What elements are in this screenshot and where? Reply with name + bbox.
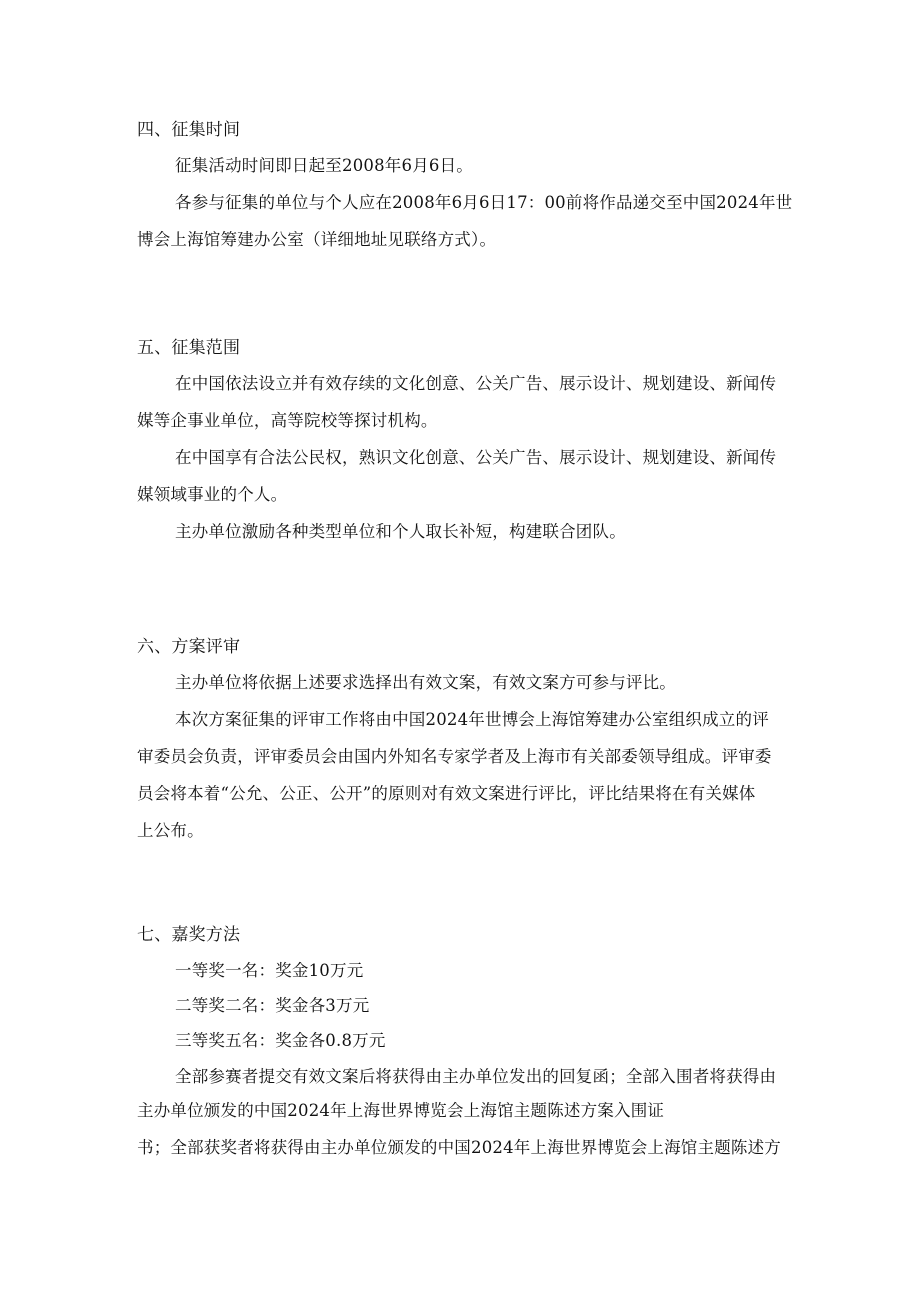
paragraph-awards-line-3: 书；全部获奖者将获得由主办单位颁发的中国2024年上海世界博览会上海馆主题陈述方 <box>137 1138 781 1157</box>
paragraph-awards-line-2: 主办单位颁发的中国2024年上海世界博览会上海馆主题陈述方案入围证 <box>137 1101 665 1120</box>
paragraph-time-period: 征集活动时间即日起至2008年6月6日。 <box>175 156 473 175</box>
paragraph-scope-org-line-2: 媒等企事业单位，高等院校等探讨机构。 <box>137 411 438 430</box>
paragraph-review-committee-line-3: 员会将本着“公允、公正、公开”的原则对有效文案进行评比，评比结果将在有关媒体 <box>137 784 756 803</box>
paragraph-submission-line-2: 博会上海馆筹建办公室（详细地址见联络方式）。 <box>137 230 497 249</box>
prize-second: 二等奖二名：奖金各3万元 <box>175 996 370 1015</box>
paragraph-scope-team: 主办单位激励各种类型单位和个人取长补短，构建联合团队。 <box>175 522 626 541</box>
paragraph-submission-line-1: 各参与征集的单位与个人应在2008年6月6日17：00前将作品递交至中国2024年世 <box>175 193 793 212</box>
paragraph-scope-individual-line-2: 媒领域事业的个人。 <box>137 485 288 504</box>
section-heading-time: 四、征集时间 <box>137 120 241 140</box>
paragraph-review-committee-line-2: 审委员会负责，评审委员会由国内外知名专家学者及上海市有关部委领导组成。评审委 <box>137 747 772 766</box>
paragraph-scope-org-line-1: 在中国依法设立并有效存续的文化创意、公关广告、展示设计、规划建设、新闻传 <box>175 374 777 393</box>
prize-first: 一等奖一名：奖金10万元 <box>175 961 364 980</box>
paragraph-awards-line-1: 全部参赛者提交有效文案后将获得由主办单位发出的回复函；全部入围者将获得由 <box>175 1067 777 1086</box>
prize-third: 三等奖五名：奖金各0.8万元 <box>175 1031 386 1050</box>
section-heading-awards: 七、嘉奖方法 <box>137 925 241 945</box>
paragraph-review-select: 主办单位将依据上述要求选择出有效文案，有效文案方可参与评比。 <box>175 673 676 692</box>
paragraph-review-committee-line-4: 上公布。 <box>137 821 204 840</box>
paragraph-review-committee-line-1: 本次方案征集的评审工作将由中国2024年世博会上海馆筹建办公室组织成立的评 <box>175 710 769 729</box>
paragraph-scope-individual-line-1: 在中国享有合法公民权，熟识文化创意、公关广告、展示设计、规划建设、新闻传 <box>175 448 777 467</box>
section-heading-review: 六、方案评审 <box>137 637 241 657</box>
section-heading-scope: 五、征集范围 <box>137 338 241 358</box>
